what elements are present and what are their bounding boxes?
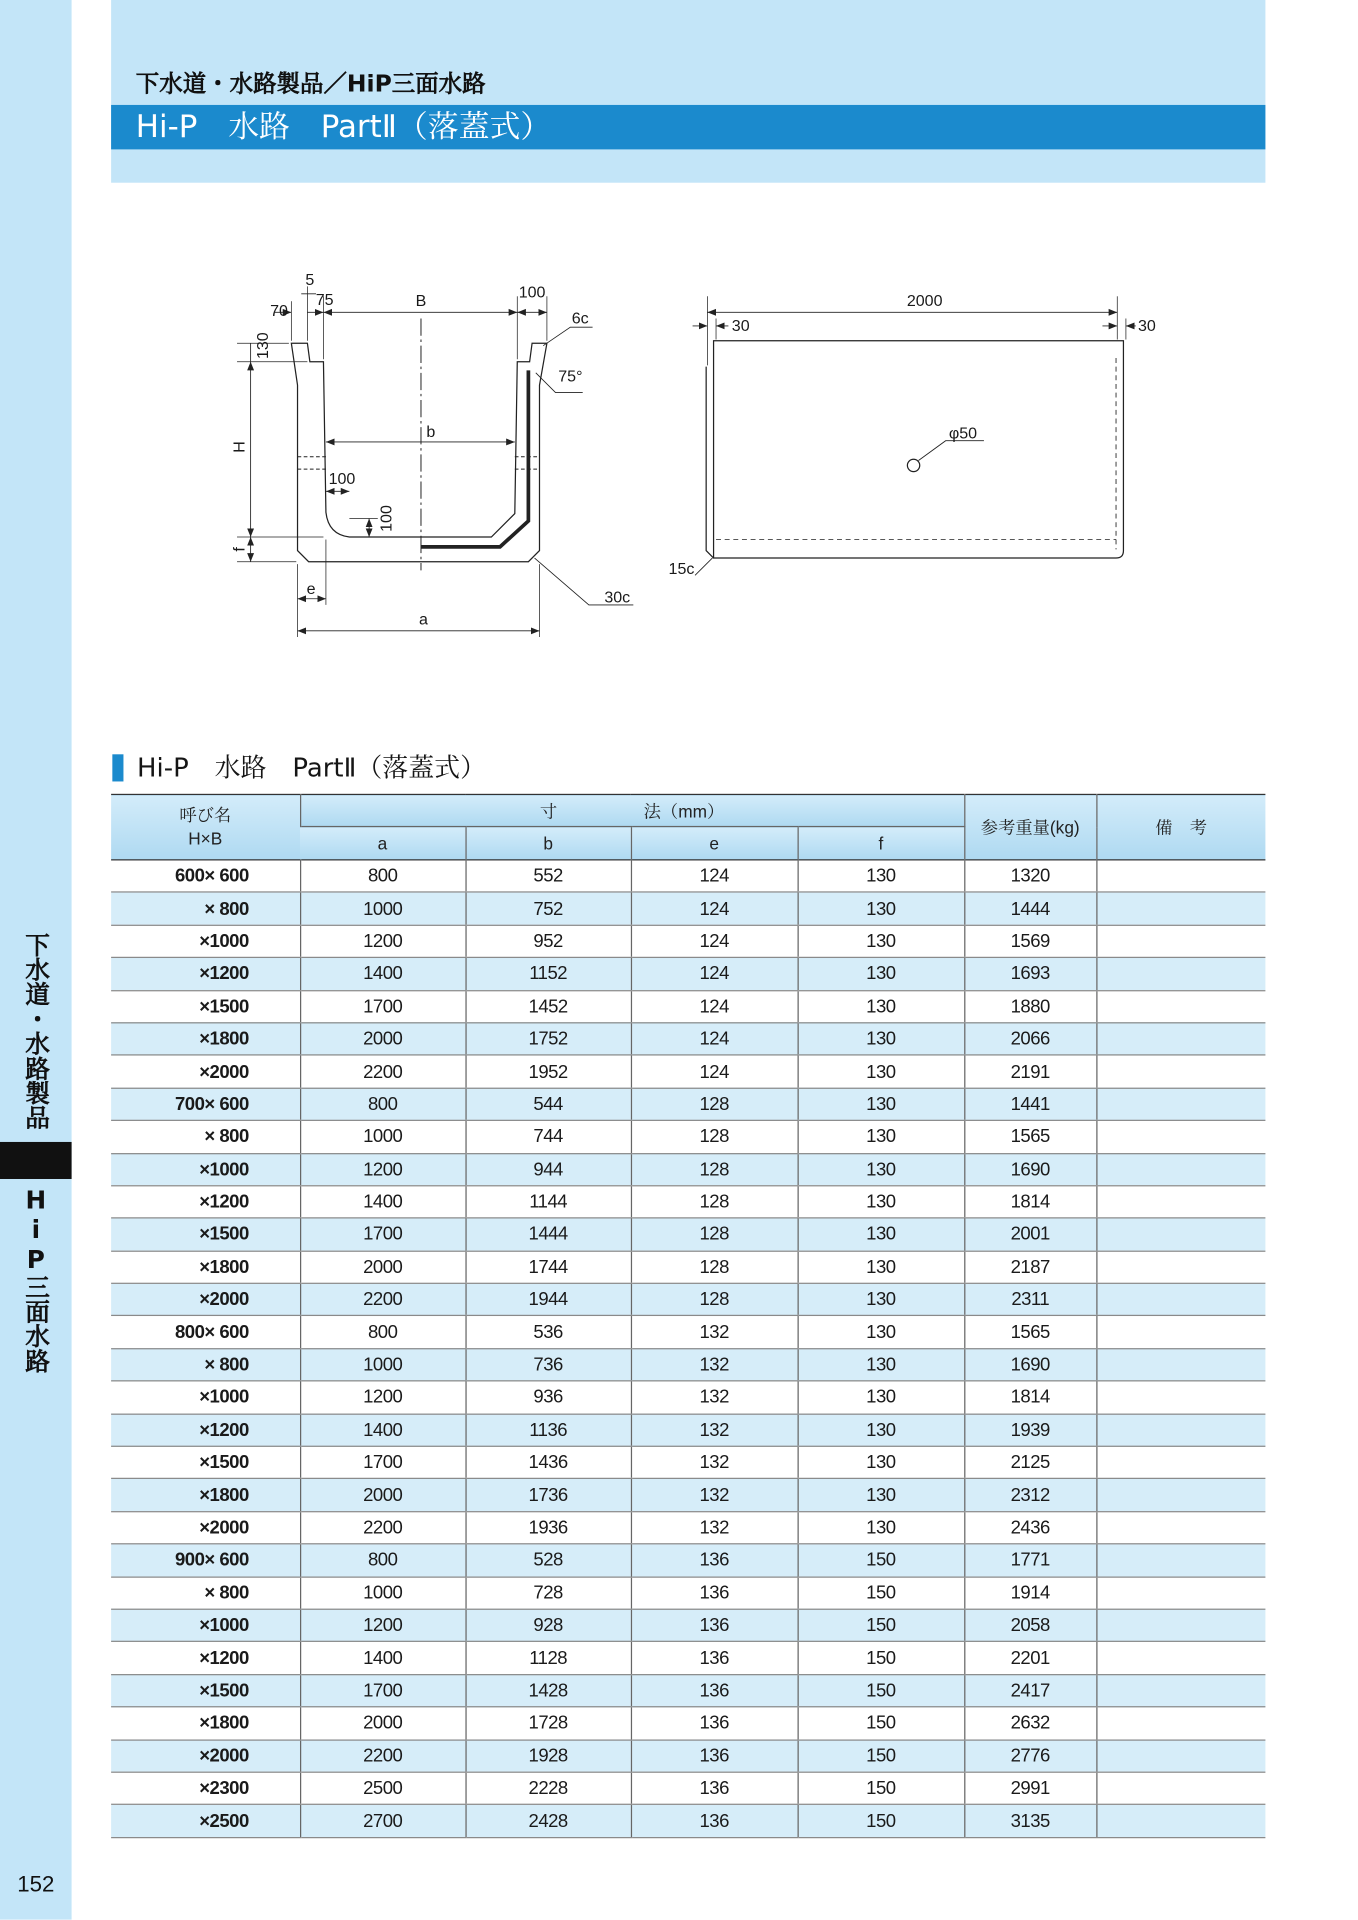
side-outline xyxy=(714,341,1124,558)
cell-b: 1444 xyxy=(465,1218,630,1251)
cell-e: 128 xyxy=(631,1088,798,1121)
cell-f: 150 xyxy=(798,1772,965,1805)
table-row xyxy=(111,1805,1265,1838)
cell-weight: 1814 xyxy=(964,1381,1096,1414)
cell-f: 130 xyxy=(798,1023,965,1056)
cell-e: 136 xyxy=(631,1577,798,1610)
cell-weight: 1569 xyxy=(964,925,1096,958)
cell-a: 2000 xyxy=(300,1023,465,1056)
table-row xyxy=(111,990,1265,1023)
cell-f: 130 xyxy=(798,1218,965,1251)
table-row xyxy=(111,1446,1265,1479)
cell-f: 150 xyxy=(798,1609,965,1642)
header-a: a xyxy=(300,827,465,860)
table-row xyxy=(111,1577,1265,1610)
cell-remarks xyxy=(1096,1544,1265,1577)
cell-weight: 1690 xyxy=(964,1153,1096,1186)
sidebar-subsection-label: HiP三面水路 xyxy=(20,1185,51,1373)
cell-name: × 800 xyxy=(111,892,300,925)
cell-b: 1752 xyxy=(465,1023,630,1056)
cell-weight: 2991 xyxy=(964,1772,1096,1805)
cell-f: 130 xyxy=(798,958,965,991)
cell-weight: 1939 xyxy=(964,1414,1096,1447)
header-nominal-size xyxy=(111,794,300,859)
cell-weight: 1565 xyxy=(964,1316,1096,1349)
label-5: 5 xyxy=(305,271,315,290)
table-row xyxy=(111,1707,1265,1740)
label-100-v: 100 xyxy=(377,505,396,532)
label-130: 130 xyxy=(253,332,272,360)
cell-f: 130 xyxy=(798,1251,965,1284)
cell-f: 130 xyxy=(798,1186,965,1219)
table-row xyxy=(111,1740,1265,1773)
cell-b: 936 xyxy=(465,1381,630,1414)
technical-drawing xyxy=(0,0,1358,691)
cell-weight: 2417 xyxy=(964,1674,1096,1707)
cell-weight: 2066 xyxy=(964,1023,1096,1056)
cell-b: 928 xyxy=(465,1609,630,1642)
cell-name: 600× 600 xyxy=(111,860,300,893)
cell-remarks xyxy=(1096,1088,1265,1121)
cell-a: 800 xyxy=(300,1544,465,1577)
cell-remarks xyxy=(1096,1121,1265,1154)
table-row xyxy=(111,1023,1265,1056)
cell-a: 1700 xyxy=(300,1674,465,1707)
cell-name: ×1000 xyxy=(111,1609,300,1642)
cell-a: 1400 xyxy=(300,1414,465,1447)
cell-remarks xyxy=(1096,1805,1265,1838)
cell-f: 130 xyxy=(798,1153,965,1186)
cell-e: 132 xyxy=(631,1446,798,1479)
cell-b: 2428 xyxy=(465,1805,630,1838)
cell-f: 130 xyxy=(798,1349,965,1382)
cell-e: 124 xyxy=(631,1023,798,1056)
label-70: 70 xyxy=(270,302,288,321)
cell-a: 800 xyxy=(300,860,465,893)
cell-a: 1200 xyxy=(300,1381,465,1414)
cell-b: 744 xyxy=(465,1121,630,1154)
header-f: f xyxy=(798,827,965,860)
reinforcement-line xyxy=(421,370,528,547)
spec-table-body xyxy=(111,860,1265,1837)
label-75: 75 xyxy=(315,290,334,309)
cell-e: 128 xyxy=(631,1251,798,1284)
cell-name: × 800 xyxy=(111,1349,300,1382)
cell-f: 130 xyxy=(798,990,965,1023)
cell-name: ×2300 xyxy=(111,1772,300,1805)
cell-b: 1936 xyxy=(465,1511,630,1544)
cell-weight: 2187 xyxy=(964,1251,1096,1284)
cell-name: ×1500 xyxy=(111,1218,300,1251)
cell-name: ×1200 xyxy=(111,1642,300,1675)
cell-a: 800 xyxy=(300,1088,465,1121)
cell-weight: 2125 xyxy=(964,1446,1096,1479)
cell-weight: 1320 xyxy=(964,860,1096,893)
cell-remarks xyxy=(1096,1218,1265,1251)
cell-remarks xyxy=(1096,1316,1265,1349)
cell-name: ×1000 xyxy=(111,1381,300,1414)
cell-weight: 1693 xyxy=(964,958,1096,991)
cell-b: 952 xyxy=(465,925,630,958)
cell-f: 130 xyxy=(798,860,965,893)
label-30c: 30c xyxy=(604,588,631,607)
cell-f: 150 xyxy=(798,1544,965,1577)
cell-a: 2200 xyxy=(300,1740,465,1773)
label-6c: 6c xyxy=(571,309,589,328)
cell-name: ×1000 xyxy=(111,1153,300,1186)
label-30-left: 30 xyxy=(731,316,750,335)
cell-f: 130 xyxy=(798,1381,965,1414)
cell-b: 2228 xyxy=(465,1772,630,1805)
cell-b: 1152 xyxy=(465,958,630,991)
cell-name: ×1800 xyxy=(111,1023,300,1056)
cell-e: 124 xyxy=(631,990,798,1023)
section-marker xyxy=(112,754,123,781)
cell-e: 128 xyxy=(631,1153,798,1186)
table-row xyxy=(111,1609,1265,1642)
cell-a: 1700 xyxy=(300,1218,465,1251)
cell-weight: 2191 xyxy=(964,1055,1096,1088)
cell-remarks xyxy=(1096,1707,1265,1740)
cell-f: 130 xyxy=(798,925,965,958)
cell-e: 136 xyxy=(631,1740,798,1773)
cell-b: 1452 xyxy=(465,990,630,1023)
table-row xyxy=(111,1055,1265,1088)
cell-e: 128 xyxy=(631,1218,798,1251)
table-row xyxy=(111,1479,1265,1512)
cell-name: 700× 600 xyxy=(111,1088,300,1121)
cell-a: 1400 xyxy=(300,1642,465,1675)
page-number: 152 xyxy=(17,1871,55,1897)
table-row xyxy=(111,892,1265,925)
header-nominal-label: 呼び名 xyxy=(179,804,232,825)
cell-b: 1736 xyxy=(465,1479,630,1512)
cell-name: ×1800 xyxy=(111,1479,300,1512)
table-row xyxy=(111,1349,1265,1382)
cell-a: 1200 xyxy=(300,1153,465,1186)
cell-weight: 1690 xyxy=(964,1349,1096,1382)
cell-name: 800× 600 xyxy=(111,1316,300,1349)
table-row xyxy=(111,1381,1265,1414)
cell-e: 124 xyxy=(631,958,798,991)
label-B: B xyxy=(415,292,427,311)
cross-section-labels xyxy=(230,271,630,628)
side-view-labels xyxy=(669,292,1156,578)
table-row xyxy=(111,860,1265,893)
cell-e: 132 xyxy=(631,1316,798,1349)
header-dimensions: 寸 法（mm） xyxy=(300,794,964,826)
cell-remarks xyxy=(1096,1642,1265,1675)
cell-b: 728 xyxy=(465,1577,630,1610)
cell-weight: 1880 xyxy=(964,990,1096,1023)
cell-f: 150 xyxy=(798,1707,965,1740)
cell-f: 130 xyxy=(798,1283,965,1316)
cell-e: 128 xyxy=(631,1121,798,1154)
cell-a: 1000 xyxy=(300,892,465,925)
cell-f: 150 xyxy=(798,1674,965,1707)
cell-a: 1700 xyxy=(300,1446,465,1479)
cell-f: 150 xyxy=(798,1577,965,1610)
cell-a: 2000 xyxy=(300,1479,465,1512)
cell-e: 128 xyxy=(631,1283,798,1316)
cell-weight: 1914 xyxy=(964,1577,1096,1610)
cell-e: 124 xyxy=(631,860,798,893)
cell-e: 132 xyxy=(631,1511,798,1544)
cell-e: 136 xyxy=(631,1674,798,1707)
cell-remarks xyxy=(1096,1023,1265,1056)
cell-b: 736 xyxy=(465,1349,630,1382)
cell-weight: 1441 xyxy=(964,1088,1096,1121)
cell-weight: 2311 xyxy=(964,1283,1096,1316)
cell-remarks xyxy=(1096,1381,1265,1414)
cell-remarks xyxy=(1096,1446,1265,1479)
cell-weight: 2632 xyxy=(964,1707,1096,1740)
table-row xyxy=(111,1511,1265,1544)
cell-f: 130 xyxy=(798,1121,965,1154)
extension-lines xyxy=(237,283,547,637)
table-row xyxy=(111,1283,1265,1316)
label-100-top: 100 xyxy=(518,283,546,302)
cell-f: 130 xyxy=(798,1446,965,1479)
cell-a: 1000 xyxy=(300,1349,465,1382)
cell-name: ×2000 xyxy=(111,1055,300,1088)
cell-remarks xyxy=(1096,958,1265,991)
cell-a: 1000 xyxy=(300,1121,465,1154)
cell-a: 2200 xyxy=(300,1055,465,1088)
cell-f: 130 xyxy=(798,1055,965,1088)
cell-f: 150 xyxy=(798,1642,965,1675)
cell-weight: 2436 xyxy=(964,1511,1096,1544)
spec-table xyxy=(111,794,1265,1838)
sidebar-active-marker xyxy=(0,1142,72,1179)
cell-b: 536 xyxy=(465,1316,630,1349)
cell-b: 1944 xyxy=(465,1283,630,1316)
cell-remarks xyxy=(1096,1772,1265,1805)
cell-weight: 2201 xyxy=(964,1642,1096,1675)
cell-e: 124 xyxy=(631,1055,798,1088)
cell-a: 2700 xyxy=(300,1805,465,1838)
cell-remarks xyxy=(1096,1414,1265,1447)
cell-name: ×2000 xyxy=(111,1740,300,1773)
cell-remarks xyxy=(1096,1251,1265,1284)
cell-b: 1144 xyxy=(465,1186,630,1219)
cell-f: 150 xyxy=(798,1740,965,1773)
table-row xyxy=(111,1642,1265,1675)
cell-remarks xyxy=(1096,1511,1265,1544)
label-75-degrees: 75° xyxy=(558,367,583,386)
table-row xyxy=(111,958,1265,991)
cell-b: 1136 xyxy=(465,1414,630,1447)
leader-hole xyxy=(919,441,984,461)
cell-f: 130 xyxy=(798,1414,965,1447)
table-row xyxy=(111,1316,1265,1349)
cell-remarks xyxy=(1096,1186,1265,1219)
cell-remarks xyxy=(1096,1609,1265,1642)
cell-f: 130 xyxy=(798,1479,965,1512)
cell-remarks xyxy=(1096,860,1265,893)
cell-remarks xyxy=(1096,1740,1265,1773)
cell-f: 130 xyxy=(798,1511,965,1544)
cell-remarks xyxy=(1096,1349,1265,1382)
cell-e: 132 xyxy=(631,1414,798,1447)
cell-name: ×1800 xyxy=(111,1251,300,1284)
cell-a: 2500 xyxy=(300,1772,465,1805)
cell-name: ×1800 xyxy=(111,1707,300,1740)
cell-remarks xyxy=(1096,1153,1265,1186)
cell-b: 752 xyxy=(465,892,630,925)
label-30-right: 30 xyxy=(1137,316,1156,335)
cell-name: × 800 xyxy=(111,1121,300,1154)
cell-f: 150 xyxy=(798,1805,965,1838)
table-heading: Hi-P 水路 PartⅡ（落蓋式） xyxy=(137,753,487,783)
cell-a: 2000 xyxy=(300,1251,465,1284)
leader-15c xyxy=(695,558,712,575)
cell-a: 2200 xyxy=(300,1511,465,1544)
cell-b: 1436 xyxy=(465,1446,630,1479)
cell-e: 132 xyxy=(631,1349,798,1382)
label-a: a xyxy=(418,610,428,629)
table-row xyxy=(111,925,1265,958)
table-row xyxy=(111,1186,1265,1219)
cell-e: 124 xyxy=(631,925,798,958)
cell-remarks xyxy=(1096,1674,1265,1707)
cell-a: 1200 xyxy=(300,925,465,958)
label-e: e xyxy=(306,579,316,598)
cell-b: 544 xyxy=(465,1088,630,1121)
cell-a: 2200 xyxy=(300,1283,465,1316)
cell-remarks xyxy=(1096,1577,1265,1610)
header-hxb-label: H×B xyxy=(188,828,223,849)
cell-a: 1200 xyxy=(300,1609,465,1642)
cell-b: 1928 xyxy=(465,1740,630,1773)
cell-name: ×2000 xyxy=(111,1511,300,1544)
cell-e: 136 xyxy=(631,1805,798,1838)
cell-a: 2000 xyxy=(300,1707,465,1740)
cell-a: 1700 xyxy=(300,990,465,1023)
cell-b: 944 xyxy=(465,1153,630,1186)
label-100-h: 100 xyxy=(328,469,356,488)
cell-e: 124 xyxy=(631,892,798,925)
cell-remarks xyxy=(1096,990,1265,1023)
cell-e: 132 xyxy=(631,1479,798,1512)
cell-a: 1400 xyxy=(300,1186,465,1219)
side-view xyxy=(693,296,1136,575)
table-row xyxy=(111,1218,1265,1251)
cell-name: ×2500 xyxy=(111,1805,300,1838)
cell-e: 128 xyxy=(631,1186,798,1219)
table-row xyxy=(111,1414,1265,1447)
label-f: f xyxy=(230,547,249,552)
cell-a: 1400 xyxy=(300,958,465,991)
cell-e: 132 xyxy=(631,1381,798,1414)
leader-6c xyxy=(543,327,592,346)
cell-b: 1952 xyxy=(465,1055,630,1088)
table-row xyxy=(111,1772,1265,1805)
cell-name: ×2000 xyxy=(111,1283,300,1316)
cell-f: 130 xyxy=(798,1088,965,1121)
cell-weight: 2001 xyxy=(964,1218,1096,1251)
cell-remarks xyxy=(1096,925,1265,958)
table-row xyxy=(111,1544,1265,1577)
cell-weight: 1814 xyxy=(964,1186,1096,1219)
channel-outline xyxy=(291,343,547,562)
label-15c: 15c xyxy=(668,560,695,579)
lifting-hole xyxy=(907,459,919,471)
cell-remarks xyxy=(1096,1479,1265,1512)
cross-section-view xyxy=(237,283,633,637)
cell-weight: 1444 xyxy=(964,892,1096,925)
cell-weight: 1771 xyxy=(964,1544,1096,1577)
header-b: b xyxy=(465,827,630,860)
cell-remarks xyxy=(1096,892,1265,925)
cell-name: ×1500 xyxy=(111,1446,300,1479)
cell-b: 1728 xyxy=(465,1707,630,1740)
cell-name: ×1500 xyxy=(111,1674,300,1707)
cell-name: ×1200 xyxy=(111,1414,300,1447)
cell-a: 800 xyxy=(300,1316,465,1349)
cell-e: 136 xyxy=(631,1544,798,1577)
page-title: Hi-P 水路 PartⅡ（落蓋式） xyxy=(135,108,552,145)
cell-b: 552 xyxy=(465,860,630,893)
cell-b: 528 xyxy=(465,1544,630,1577)
cell-name: × 800 xyxy=(111,1577,300,1610)
cell-name: ×1200 xyxy=(111,958,300,991)
cell-e: 136 xyxy=(631,1707,798,1740)
cell-remarks xyxy=(1096,1283,1265,1316)
cell-remarks xyxy=(1096,1055,1265,1088)
table-row xyxy=(111,1121,1265,1154)
header-e: e xyxy=(631,827,798,860)
cell-f: 130 xyxy=(798,892,965,925)
cell-f: 130 xyxy=(798,1316,965,1349)
table-row xyxy=(111,1153,1265,1186)
label-b: b xyxy=(426,423,436,442)
table-row xyxy=(111,1251,1265,1284)
cell-a: 1000 xyxy=(300,1577,465,1610)
cell-name: ×1200 xyxy=(111,1186,300,1219)
cell-b: 1128 xyxy=(465,1642,630,1675)
sidebar-section-label: 下水道・水路製品 xyxy=(20,932,51,1130)
cell-weight: 3135 xyxy=(964,1805,1096,1838)
cell-weight: 2776 xyxy=(964,1740,1096,1773)
cell-name: ×1000 xyxy=(111,925,300,958)
cell-e: 136 xyxy=(631,1642,798,1675)
cell-name: ×1500 xyxy=(111,990,300,1023)
label-H: H xyxy=(230,441,249,453)
drain-hole-lines xyxy=(298,457,540,469)
cell-name: 900× 600 xyxy=(111,1544,300,1577)
cell-weight: 1565 xyxy=(964,1121,1096,1154)
side-chamfer-line xyxy=(706,367,713,558)
cell-b: 1744 xyxy=(465,1251,630,1284)
cell-e: 136 xyxy=(631,1772,798,1805)
category-title: 下水道・水路製品／HiP三面水路 xyxy=(135,70,486,98)
cell-weight: 2312 xyxy=(964,1479,1096,1512)
cell-e: 136 xyxy=(631,1609,798,1642)
header-weight: 参考重量(kg) xyxy=(964,794,1096,859)
cell-b: 1428 xyxy=(465,1674,630,1707)
table-row xyxy=(111,1088,1265,1121)
cell-weight: 2058 xyxy=(964,1609,1096,1642)
label-hole-diameter: φ50 xyxy=(948,424,978,443)
header-remarks: 備 考 xyxy=(1096,794,1265,859)
label-2000: 2000 xyxy=(906,292,943,311)
table-row xyxy=(111,1674,1265,1707)
